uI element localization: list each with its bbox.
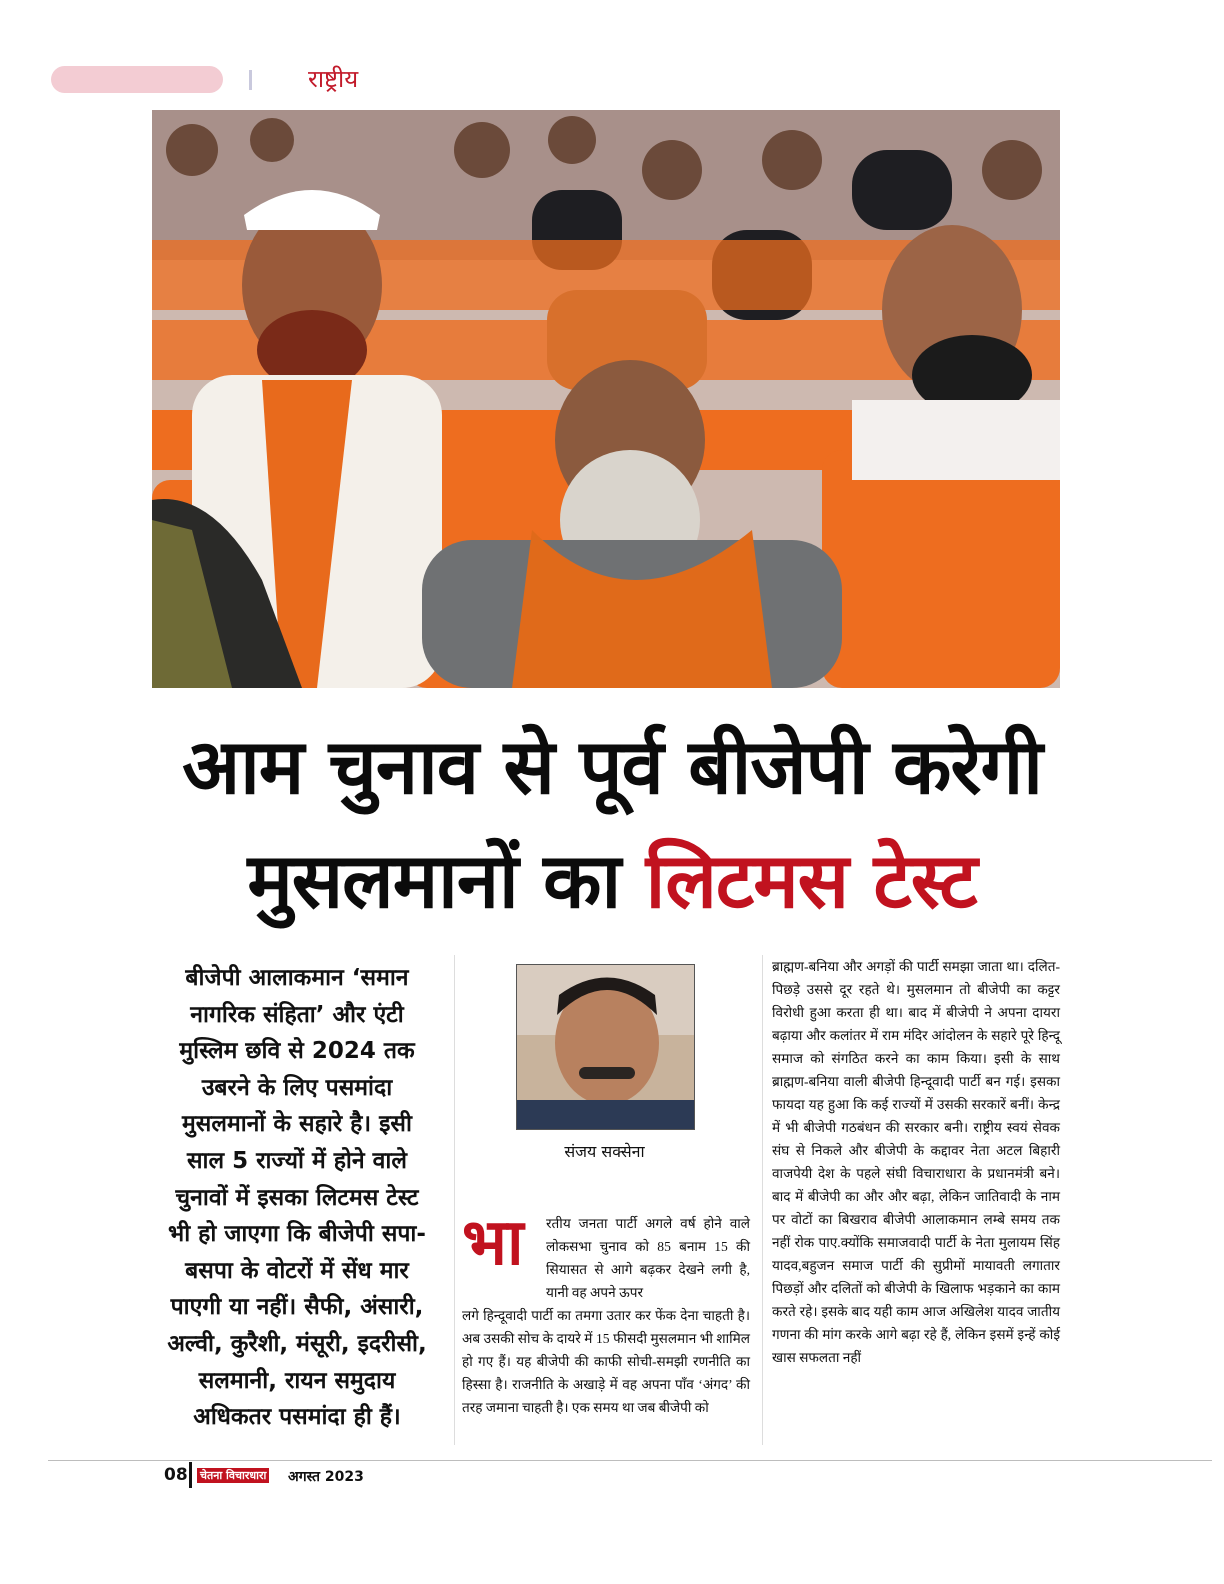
headline-red-part: लिटमस टेस्ट xyxy=(645,836,977,925)
pull-quote-line: अल्वी, कुरैशी, मंसूरी, इदरीसी, xyxy=(167,1330,427,1357)
issue-date: अगस्त 2023 xyxy=(288,1469,364,1485)
section-label: राष्ट्रीय xyxy=(308,65,359,93)
headline-line-1: आम चुनाव से पूर्व बीजेपी करेगी xyxy=(182,722,1042,811)
article-paragraph: लगे हिन्दूवादी पार्टी का तमगा उतार कर फेंक देना चाहती है। अब उसकी सोच के दायरे में 15 फीसदी मुसलमान भी शामिल हो गए हैं। यह बीजेपी की काफी सोची-समझी रणनीति का हिस्सा है। राजनीति के अखाड़े में वह अपना पाँव ‘अंगद’ की तरह जमाना चाहती है। एक समय था जब बीजेपी को xyxy=(462,1308,750,1415)
magazine-logo: चेतना विचारधारा xyxy=(197,1468,269,1483)
pull-quote-line: अधिकतर पसमांदा ही हैं। xyxy=(193,1404,401,1431)
footer-rule xyxy=(48,1460,1212,1461)
pull-quote-line: बसपा के वोटरों में सेंध मार xyxy=(185,1257,409,1284)
pull-quote-line: उबरने के लिए पसमांदा xyxy=(201,1074,393,1101)
pull-quote-line: चुनावों में इसका लिटमस टेस्ट xyxy=(175,1184,419,1211)
column-divider xyxy=(454,955,455,1445)
pull-quote-line: पाएगी या नहीं। सैफी, अंसारी, xyxy=(170,1294,424,1321)
pull-quote-line: मुस्लिम छवि से 2024 तक xyxy=(179,1038,415,1065)
article-column-middle xyxy=(462,1212,750,1419)
pull-quote-line: मुसलमानों के सहारे है। इसी xyxy=(182,1111,412,1138)
article-paragraph-indented: रतीय जनता पार्टी अगले वर्ष होने वाले लोकसभा चुनाव को 85 बनाम 15 की सियासत से आगे बढ़कर देखने लगी है, यानी वह अपने ऊपर xyxy=(546,1216,750,1300)
pull-quote-line: साल 5 राज्यों में होने वाले xyxy=(187,1147,407,1174)
headline-black-part: मुसलमानों का xyxy=(247,836,621,925)
hero-photo xyxy=(152,110,1060,688)
pull-quote xyxy=(162,960,432,1436)
drop-cap: भा xyxy=(462,1205,524,1280)
footer-divider xyxy=(189,1462,192,1488)
headline-line-2 xyxy=(0,836,1224,926)
pull-quote-line: नागरिक संहिता’ और एंटी xyxy=(190,1001,404,1028)
author-photo xyxy=(516,964,695,1130)
column-divider xyxy=(762,955,763,1445)
header-pill xyxy=(51,66,223,93)
pull-quote-line: सलमानी, रायन समुदाय xyxy=(198,1367,396,1394)
author-name: संजय सक्सेना xyxy=(564,1142,645,1161)
article-column-right: ब्राह्मण-बनिया और अगड़ों की पार्टी समझा जाता था। दलित-पिछड़े उससे दूर रहते थे। मुसलमान तो बीजेपी का कट्टर विरोधी हुआ करता ही था। बाद में बीजेपी ने अपना दायरा बढ़ाया और कलांतर में राम मंदिर आंदोलन के सहारे पूरे हिन्दू समाज को संगठित करने का काम किया। इसी के साथ ब्राह्मण-बनिया वाली बीजेपी हिन्दूवादी पार्टी बन गई। इसका फायदा यह हुआ कि कई राज्यों में उसकी सरकारें बनीं। केन्द्र में भी बीजेपी गठबंधन की सरकार बनी। राष्ट्रीय स्वयं सेवक संघ से निकले और बीजेपी के कद्दावर नेता अटल बिहारी वाजपेयी देश के पहले संघी विचाराधारा के प्रधानमंत्री बने। बाद में बीजेपी का और और बढ़ा, लेकिन जातिवादी के नाम पर वोटों का बिखराव बीजेपी आलाकमान लम्बे समय तक नहीं रोक पाए.क्योंकि समाजवादी पार्टी के नेता मुलायम सिंह यादव,बहुजन समाज पार्टी की सुप्रीमों मायावती लगातार पिछड़ों और दलितों को बीजेपी के खिलाफ भड़काने का काम करते रहे। इसके बाद यही काम आज अखिलेश यादव जातीय गणना की मांग करके आगे बढ़ा रहे हैं, लेकिन इसमें इन्हें कोई खास सफलता नहीं xyxy=(772,959,1060,1365)
pull-quote-line: भी हो जाएगा कि बीजेपी सपा- xyxy=(168,1221,426,1248)
pull-quote-line: बीजेपी आलाकमान ‘समान xyxy=(185,965,409,991)
header-divider xyxy=(249,70,252,90)
page-number: 08 xyxy=(164,1465,188,1485)
